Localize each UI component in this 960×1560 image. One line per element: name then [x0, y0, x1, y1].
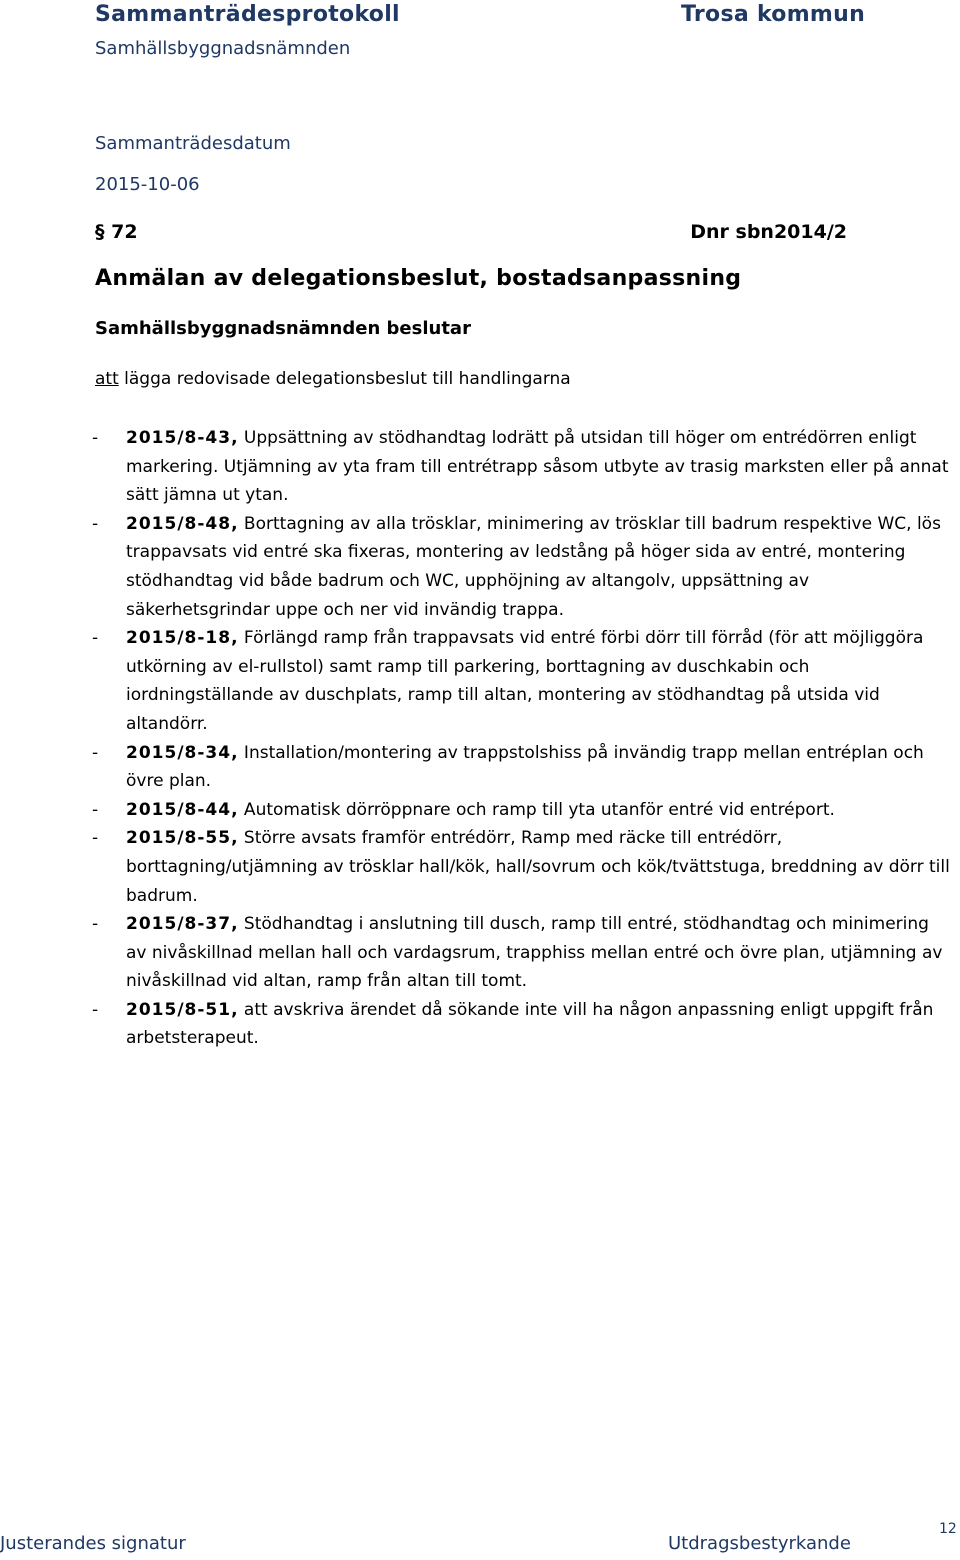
case-code: 2015/8-18, [126, 628, 239, 649]
list-item [92, 424, 952, 510]
item-description: Förlängd ramp från trappavsats vid entré förbi dörr till förråd (för att möjliggöra utkörning av el-rullstol) samt ramp till parkering, borttagning av duschkabin och iordningställande av duschplats, ramp till altan, montering av stödhandtag på utsida vid altandörr. [126, 628, 924, 734]
case-number: Dnr sbn2014/2 [690, 221, 847, 243]
list-dash: - [92, 428, 99, 448]
list-item [92, 910, 952, 996]
meeting-date: 2015-10-06 [95, 174, 200, 195]
item-description: Större avsats framför entrédörr, Ramp med räcke till entrédörr, borttagning/utjämning av trösklar hall/kök, hall/sovrum och kök/tvättstuga, breddning av dörr till badrum. [126, 828, 950, 906]
list-dash: - [92, 999, 99, 1020]
list-dash: - [92, 742, 99, 763]
item-description: att avskriva ärendet då sökande inte vill ha någon anpassning enligt uppgift från arbetsterapeut. [126, 999, 934, 1049]
case-code: 2015/8-48, [126, 513, 239, 534]
case-code: 2015/8-55, [126, 828, 239, 849]
document-type-title: Sammanträdesprotokoll [95, 2, 400, 27]
list-item [92, 739, 952, 796]
case-code: 2015/8-37, [126, 914, 239, 935]
paragraph-number: § 72 [95, 221, 138, 243]
document-header [95, 2, 400, 62]
list-dash: - [92, 628, 99, 649]
list-item [92, 796, 952, 825]
item-description: Borttagning av alla trösklar, minimering av trösklar till badrum respektive WC, lös trappavsats vid entré ska fixeras, montering av ledstång på höger sida av entré, montering stödhandtag vid både badrum och WC, upphöjning av altangolv, uppsättning av säkerhetsgrindar uppe och ner vid invändig trappa. [126, 513, 941, 620]
item-description: Stödhandtag i anslutning till dusch, ramp till entré, stödhandtag och minimering av nivåskillnad mellan hall och vardagsrum, trapphiss mellan entré och övre plan, utjämning av nivåskillnad vid altan, ramp från altan till tomt. [126, 914, 943, 992]
decision-body: lägga redovisade delegationsbeslut till handlingarna [118, 369, 571, 389]
committee-name: Samhällsbyggnadsnämnden [95, 38, 351, 59]
extract-certification-label: Utdragsbestyrkande [668, 1533, 851, 1554]
list-item [92, 824, 952, 910]
case-code: 2015/8-34, [126, 742, 239, 763]
decision-list [92, 424, 952, 1053]
item-description: Uppsättning av stödhandtag lodrätt på utsidan till höger om entrédörren enligt markering. Utjämning av yta fram till entrétrapp såsom utbyte av trasig marksten eller på annat sätt jämna ut ytan. [126, 428, 949, 506]
list-dash: - [92, 914, 99, 935]
list-item [92, 996, 952, 1053]
decision-heading: Samhällsbyggnadsnämnden beslutar [95, 318, 471, 339]
page-number: 12 [939, 1521, 957, 1537]
municipality-name: Trosa kommun [681, 2, 866, 27]
att-keyword: att [95, 369, 119, 389]
list-dash: - [92, 799, 99, 820]
list-dash: - [92, 828, 99, 849]
decision-text [95, 369, 571, 389]
item-description: Installation/montering av trappstolshiss på invändig trapp mellan entréplan och övre plan. [126, 742, 924, 792]
signature-label: Justerandes signatur [0, 1533, 186, 1554]
list-dash: - [92, 513, 99, 534]
paragraph-row [95, 221, 847, 249]
case-code: 2015/8-51, [126, 999, 239, 1020]
item-description: Automatisk dörröppnare och ramp till yta utanför entré vid entréport. [238, 799, 835, 820]
matter-heading: Anmälan av delegationsbeslut, bostadsanpassning [95, 266, 742, 291]
case-code: 2015/8-44, [126, 799, 239, 820]
meeting-date-label: Sammanträdesdatum [95, 133, 291, 154]
list-item [92, 624, 952, 738]
case-code: 2015/8-43, [126, 428, 239, 448]
list-item [92, 510, 952, 624]
